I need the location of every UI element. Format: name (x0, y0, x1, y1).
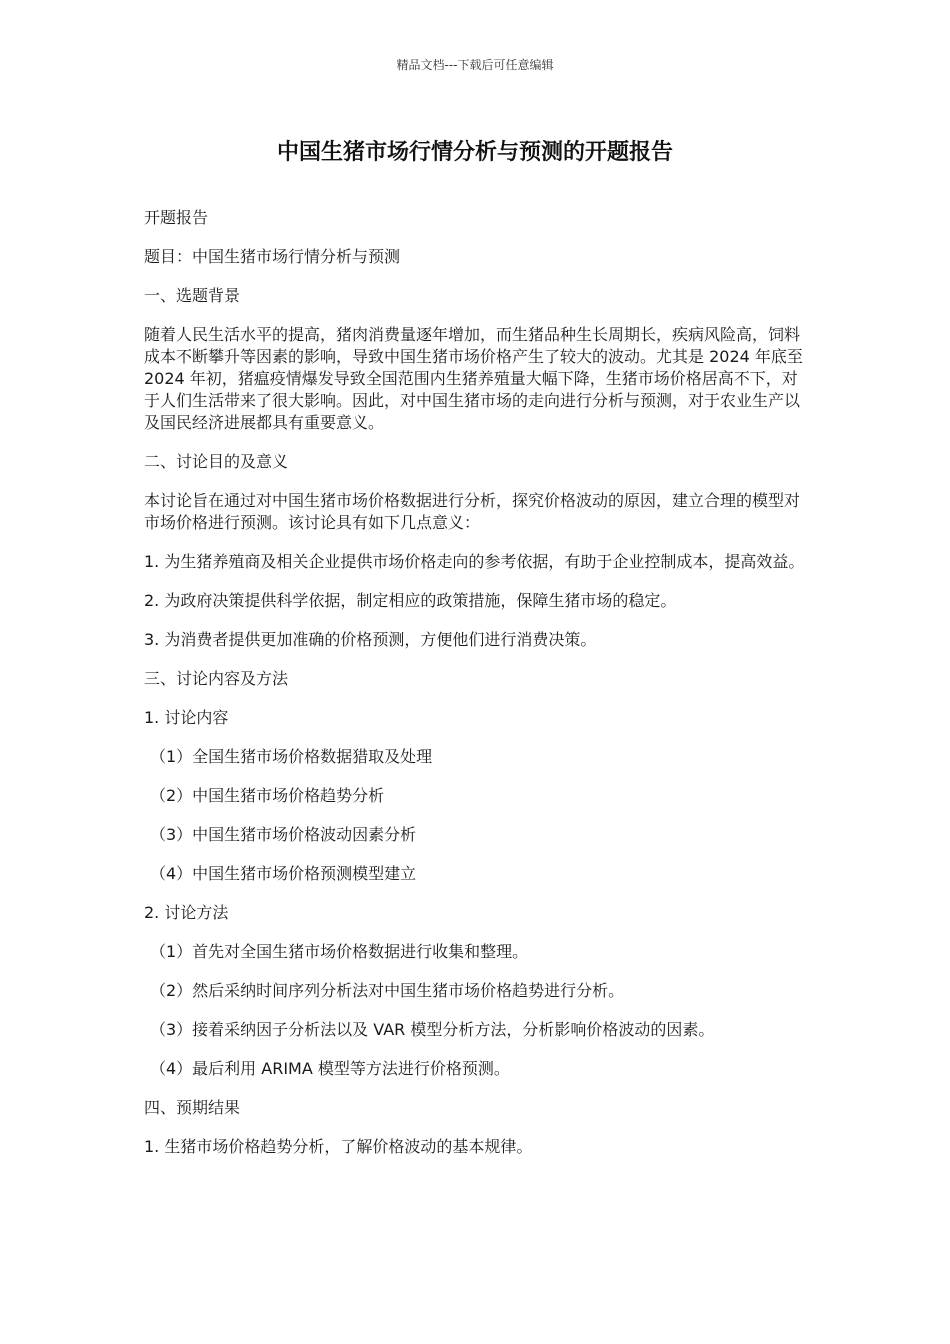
document-title: 中国生猪市场行情分析与预测的开题报告 (276, 140, 673, 165)
list-item: （4）最后利用 ARIMA 模型等方法进行价格预测。 (150, 1059, 510, 1078)
list-item: 3. 为消费者提供更加准确的价格预测，方便他们进行消费决策。 (144, 630, 597, 649)
list-item: （3）中国生猪市场价格波动因素分析 (150, 825, 417, 844)
list-item: （1）首先对全国生猪市场价格数据进行收集和整理。 (150, 942, 529, 961)
list-item: （2）然后采纳时间序列分析法对中国生猪市场价格趋势进行分析。 (150, 981, 625, 1000)
body-paragraph: 随着人民生活水平的提高，猪肉消费量逐年增加，而生猪品种生长周期长，疾病风险高，饲料成本不断攀升等因素的影响，导致中国生猪市场价格产生了较大的波动。尤其是 2024 年底至 2024 年初，猪瘟疫情爆发导致全国范围内生猪养殖量大幅下降，生猪市场价格居高不下，对于人们生活带来了很大影响。因此，对中国生猪市场的走向进行分析与预测，对于农业生产以及国民经济进展都具有重要意义。 (144, 325, 803, 432)
list-item: 1. 为生猪养殖商及相关企业提供市场价格走向的参考依据，有助于企业控制成本，提高效益。 (144, 552, 805, 571)
subsection-heading: 1. 讨论内容 (144, 708, 229, 727)
section-heading: 四、预期结果 (144, 1098, 241, 1117)
section-heading: 三、讨论内容及方法 (144, 669, 289, 688)
list-item: （4）中国生猪市场价格预测模型建立 (150, 864, 417, 883)
section-heading: 一、选题背景 (144, 286, 241, 305)
report-label: 开题报告 (144, 208, 209, 227)
section-heading: 二、讨论目的及意义 (144, 452, 289, 471)
list-item: （2）中国生猪市场价格趋势分析 (150, 786, 385, 805)
list-item: （3）接着采纳因子分析法以及 VAR 模型分析方法，分析影响价格波动的因素。 (150, 1020, 715, 1039)
header-note: 精品文档---下载后可任意编辑 (396, 58, 554, 72)
list-item: 2. 为政府决策提供科学依据，制定相应的政策措施，保障生猪市场的稳定。 (144, 591, 677, 610)
list-item: （1）全国生猪市场价格数据猎取及处理 (150, 747, 433, 766)
document-body (144, 207, 806, 1175)
body-paragraph: 本讨论旨在通过对中国生猪市场价格数据进行分析，探究价格波动的原因，建立合理的模型对市场价格进行预测。该讨论具有如下几点意义： (144, 491, 801, 532)
subsection-heading: 2. 讨论方法 (144, 903, 229, 922)
list-item: 1. 生猪市场价格趋势分析，了解价格波动的基本规律。 (144, 1137, 533, 1156)
topic-line: 题目：中国生猪市场行情分析与预测 (144, 247, 401, 266)
